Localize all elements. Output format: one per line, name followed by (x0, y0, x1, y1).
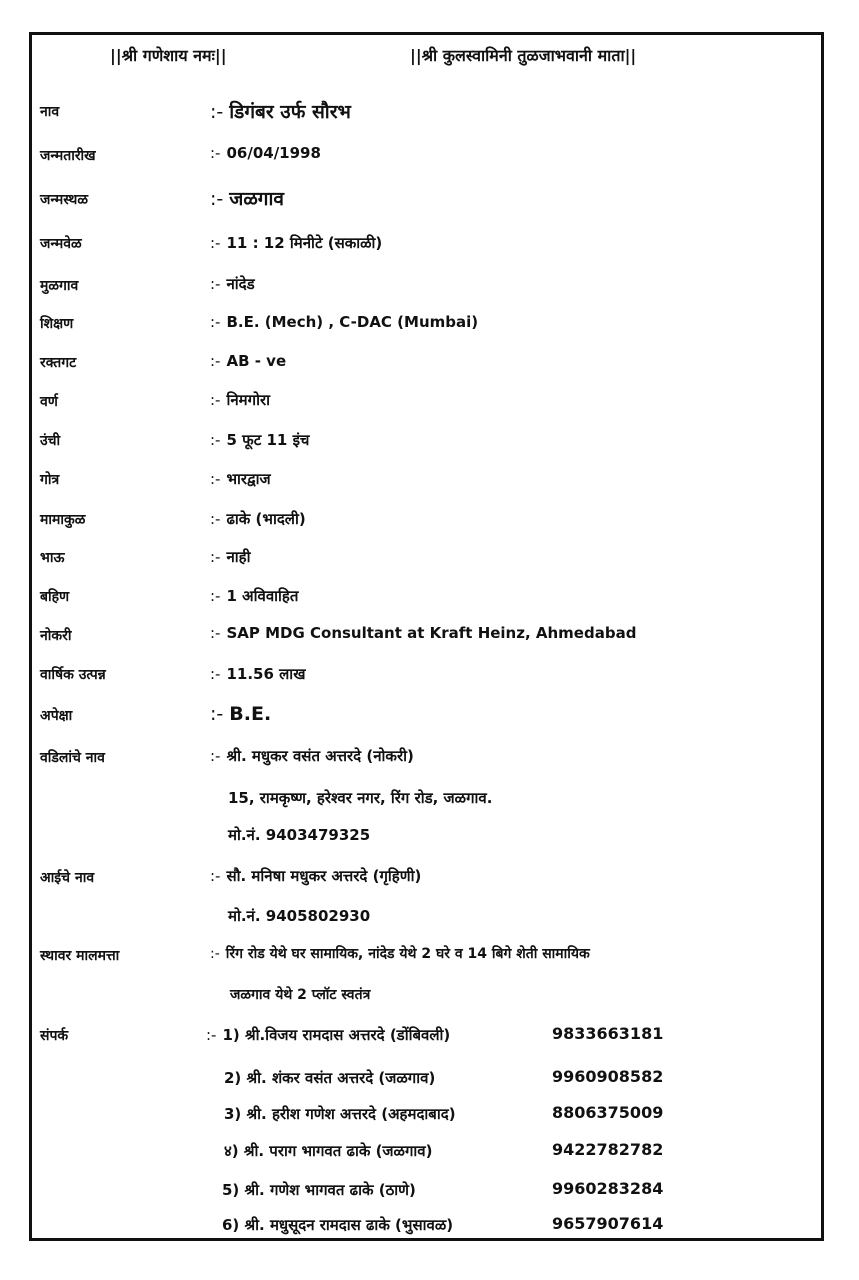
mother-name: :- सौ. मनिषा मधुकर अत्तरदे (गृहिणी) (210, 867, 422, 885)
contact-phone-3: 8806375009 (552, 1103, 664, 1122)
property-line-2: जळगाव येथे 2 प्लॉट स्वतंत्र (230, 987, 371, 1003)
field-value-brother: :- नाही (210, 548, 251, 566)
field-label-native-place: मुळगाव (40, 278, 79, 294)
field-value-birthplace: :- जळगाव (210, 188, 284, 210)
father-label: वडिलांचे नाव (40, 750, 105, 766)
mother-phone: मो.नं. 9405802930 (228, 907, 371, 925)
field-label-height: उंची (40, 433, 61, 449)
field-value-sister: :- 1 अविवाहित (210, 587, 299, 605)
field-label-blood-group: रक्तगट (40, 355, 77, 371)
contact-phone-1: 9833663181 (552, 1024, 664, 1043)
contact-item-3: 3) श्री. हरीश गणेश अत्तरदे (अहमदाबाद) (224, 1105, 456, 1123)
header-invocation-left: ||श्री गणेशाय नमः|| (110, 46, 227, 65)
field-label-maternal-family: मामाकुळ (40, 512, 86, 528)
field-value-gotra: :- भारद्वाज (210, 470, 271, 488)
field-value-expectation: :- B.E. (210, 703, 272, 725)
contact-item-6: 6) श्री. मधुसूदन रामदास ढाके (भुसावळ) (222, 1216, 454, 1234)
father-phone: मो.नं. 9403479325 (228, 826, 371, 844)
field-value-blood-group: :- AB - ve (210, 352, 287, 370)
header-invocation-right: ||श्री कुलस्वामिनी तुळजाभवानी माता|| (410, 46, 637, 65)
field-label-job: नोकरी (40, 628, 72, 644)
field-label-brother: भाऊ (40, 550, 65, 566)
father-name: :- श्री. मधुकर वसंत अत्तरदे (नोकरी) (210, 747, 414, 765)
contact-phone-5: 9960283284 (552, 1179, 664, 1198)
field-value-education: :- B.E. (Mech) , C-DAC (Mumbai) (210, 313, 479, 331)
field-value-annual-income: :- 11.56 लाख (210, 665, 306, 683)
field-label-annual-income: वार्षिक उत्पन्न (40, 667, 106, 683)
field-value-birthdate: :- 06/04/1998 (210, 144, 321, 162)
contact-phone-4: 9422782782 (552, 1140, 664, 1159)
contact-item-1: :- 1) श्री.विजय रामदास अत्तरदे (डोंबिवली) (206, 1026, 451, 1044)
field-label-name: नाव (40, 104, 60, 120)
field-value-maternal-family: :- ढाके (भादली) (210, 510, 306, 528)
field-value-native-place: :- नांदेड (210, 275, 255, 293)
contact-item-5: 5) श्री. गणेश भागवत ढाके (ठाणे) (222, 1181, 416, 1199)
field-label-education: शिक्षण (40, 316, 74, 332)
contact-phone-2: 9960908582 (552, 1067, 664, 1086)
contact-item-4: ४) श्री. पराग भागवत ढाके (जळगाव) (224, 1142, 433, 1160)
field-label-birthplace: जन्मस्थळ (40, 192, 88, 208)
field-value-name: :- डिगंबर उर्फ सौरभ (210, 101, 351, 123)
father-address: 15, रामकृष्ण, हरेश्वर नगर, रिंग रोड, जळगाव. (228, 789, 493, 807)
contact-phone-6: 9657907614 (552, 1214, 664, 1233)
property-label: स्थावर मालमत्ता (40, 948, 120, 964)
field-value-birthtime: :- 11 : 12 मिनीटे (सकाळी) (210, 234, 383, 252)
field-value-complexion: :- निमगोरा (210, 391, 270, 409)
field-value-job: :- SAP MDG Consultant at Kraft Heinz, Ahmedabad (210, 624, 637, 642)
field-label-sister: बहिण (40, 589, 70, 605)
field-label-gotra: गोत्र (40, 472, 60, 488)
field-label-complexion: वर्ण (40, 394, 58, 410)
field-value-height: :- 5 फूट 11 इंच (210, 431, 310, 449)
contact-item-2: 2) श्री. शंकर वसंत अत्तरदे (जळगाव) (224, 1069, 436, 1087)
property-line-1: :- रिंग रोड येथे घर सामायिक, नांदेड येथे 2 घरे व 14 बिगे शेती सामायिक (210, 946, 590, 962)
contacts-label: संपर्क (40, 1028, 69, 1044)
field-label-expectation: अपेक्षा (40, 708, 73, 724)
field-label-birthdate: जन्मतारीख (40, 148, 96, 164)
field-label-birthtime: जन्मवेळ (40, 236, 82, 252)
mother-label: आईचे नाव (40, 870, 95, 886)
